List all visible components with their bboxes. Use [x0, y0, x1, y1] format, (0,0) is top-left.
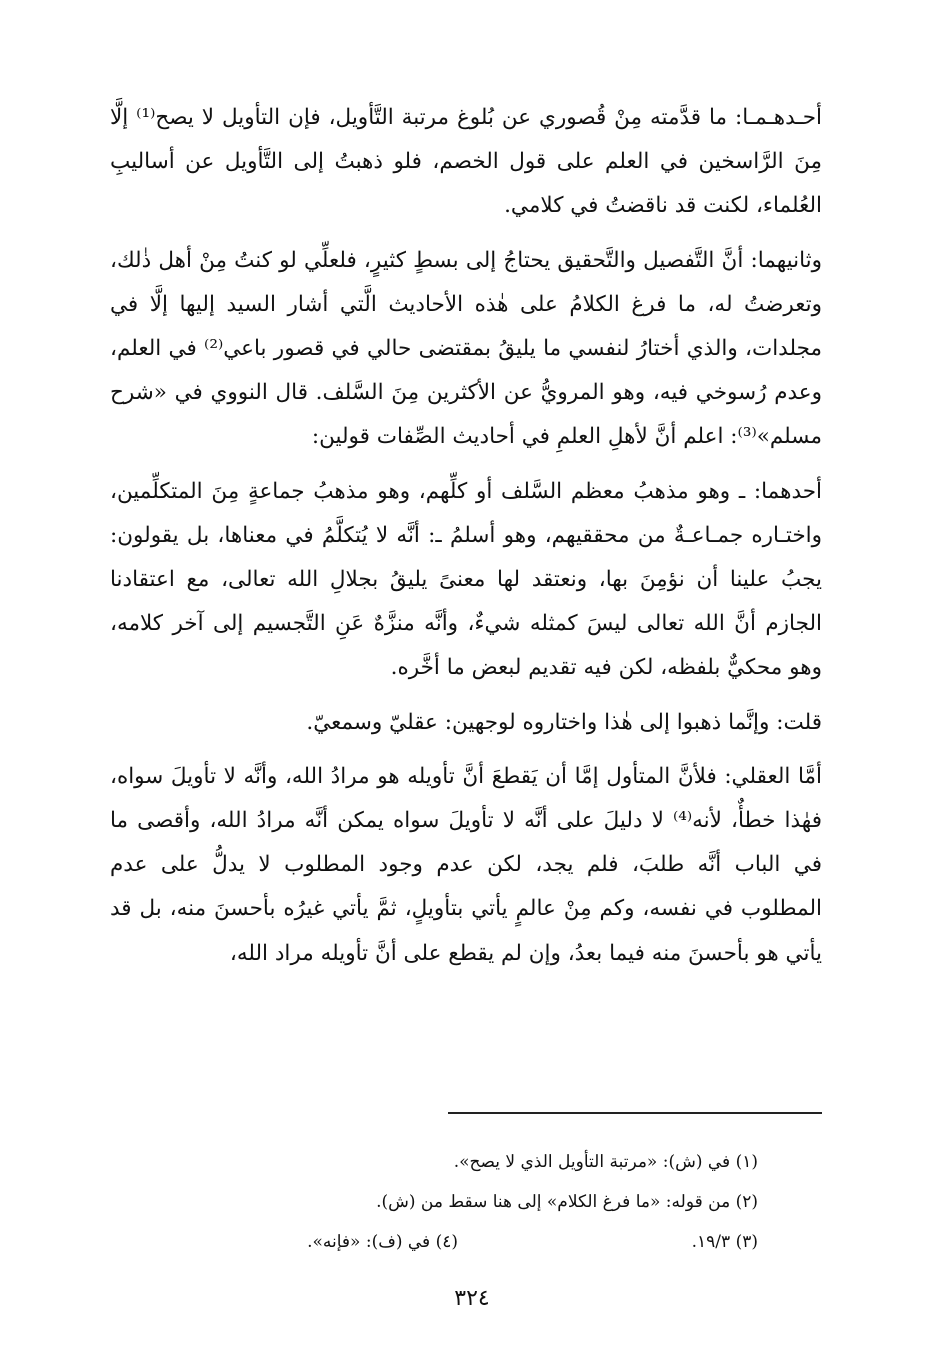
- page-number: ٣٢٤: [454, 1286, 490, 1311]
- footnote-1: (١) في (ش): «مرتبة التأويل الذي لا يصح».: [453, 1152, 758, 1172]
- footnote-3: (٣) ١٩/٣.: [691, 1232, 758, 1252]
- footnote-4: (٤) في (ف): «فإنه».: [307, 1232, 458, 1252]
- footnotes: [110, 1142, 758, 1262]
- footnote-divider: [448, 1112, 822, 1114]
- footnote-2: (٢) من قوله: «ما فرغ الكلام» إلى هنا سقط من (ش).: [376, 1192, 758, 1212]
- paragraph-first-opinion: أحدهما: ـ وهو مذهبُ معظم السَّلف أو كلِّهم، وهو مذهبُ جماعةٍ مِنَ المتكلِّمين، واختـاره جمـاعـةٌ من محققيهم، وهو أسلمُ ـ: أنَّه لا يُتكلَّمُ في معناها، بل يقولون: يجبُ علينا أن نؤمِنَ بها، ونعتقد لها معنىً يليقُ بجلالِ الله تعالى، مع اعتقادنا الجازم أنَّ الله تعالى ليسَ كمثله شيءٌ، وأنَّه منزَّهٌ عَنِ التَّجسيم إلى آخر كلامه، وهو محكيٌّ بلفظه، لكن فيه تقديم لبعض ما أخَّره.: [110, 478, 822, 681]
- paragraph-rational-argument: أمَّا العقلي: فلأنَّ المتأول إمَّا أن يَقطعَ أنَّ تأويله هو مرادُ الله، وأنَّه لا تأويلَ سواه، فهٰذا خطأٌ، لأنه⁽⁴⁾ لا دليلَ على أنَّه لا تأويلَ سواه يمكن أنَّه مرادُ الله، وأقصى ما في الباب أنَّه طلبَ، فلم يجد، لكن عدم وجود المطلوب لا يدلُّ على عدم المطلوب في نفسه، وكم مِنْ عالمٍ يأتي بتأويلٍ، ثمَّ يأتي غيرُه بأحسنَ منه، بل قد يأتي هو بأحسنَ منه فيما بعدُ، وإن لم يقطع على أنَّ تأويله مراد الله،: [110, 763, 822, 966]
- paragraph-first-reason: أحـدهـمـا: ما قدَّمته مِنْ قُصوري عن بُلوغ مرتبة التَّأويل، فإن التأويل لا يصح⁽¹⁾ إلَّا مِنَ الرَّاسخين في العلم على قول الخصم، فلو ذهبتُ إلى التَّأويل عن أساليبِ العُلماء، لكنت قد ناقضتُ في كلامي.: [110, 105, 822, 219]
- paragraph-second-reason: وثانيهما: أنَّ التَّفصيل والتَّحقيق يحتاجُ إلى بسطٍ كثيرٍ، فلعلِّي لو كنتُ مِنْ أهل ذٰلك، وتعرضتُ له، ما فرغ الكلامُ على هٰذه الأحاديث الَّتي أشار السيد إليها إلَّا في مجلدات، والذي أختارُ لنفسي ما يليقُ بمقتضى حالي في قصور باعي⁽²⁾ في العلم، وعدم رُسوخي فيه، وهو المرويُّ عن الأكثرين مِنَ السَّلف. قال النووي في «شرح مسلم»⁽³⁾: اعلم أنَّ لأهلِ العلمِ في أحاديث الصِّفات قولين:: [110, 247, 822, 450]
- paragraph-comment: قلت: وإنَّما ذهبوا إلى هٰذا واختاروه لوجهين: عقليّ وسمعيّ.: [306, 709, 822, 735]
- main-text: [110, 96, 822, 976]
- footnote-row: [110, 1222, 758, 1262]
